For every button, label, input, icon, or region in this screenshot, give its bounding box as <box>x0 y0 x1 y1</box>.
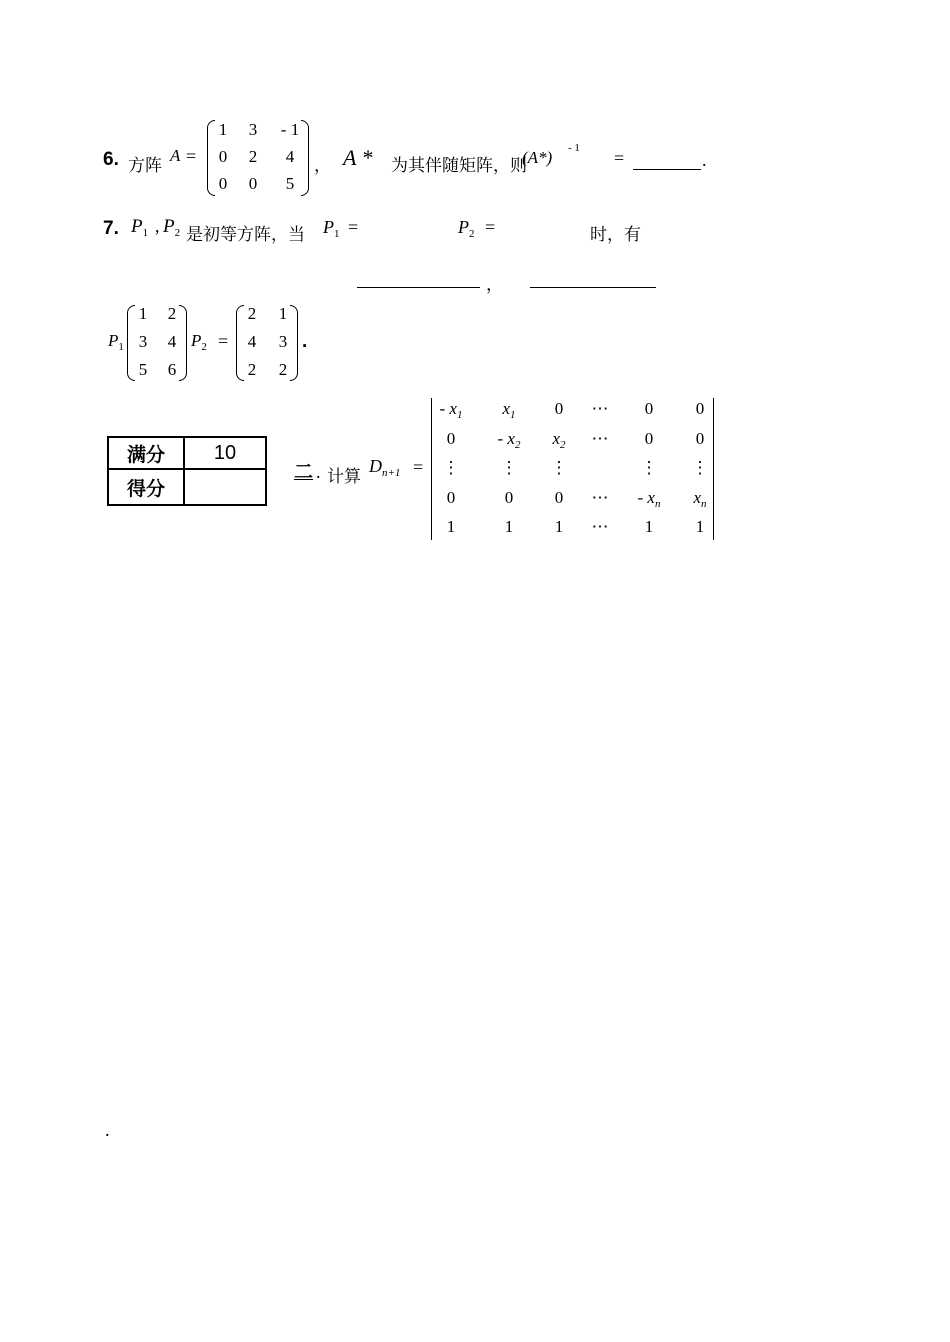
footer-dot: . <box>105 1120 110 1140</box>
determinant-cell: 0 <box>644 399 654 418</box>
q7-right-matrix-cell: 2 <box>247 304 257 323</box>
q7-p2: $P_2$ <box>163 216 181 239</box>
q7-right-matrix-cell: 2 <box>278 360 288 379</box>
q7-right-matrix-cell: 2 <box>247 360 257 379</box>
determinant-cell: 1 <box>504 517 514 536</box>
q7-p2-equals: = <box>485 217 496 237</box>
determinant-cell: 1 <box>446 517 456 536</box>
q6-equals: = <box>186 146 197 166</box>
determinant-cell: 0 <box>695 399 705 418</box>
q7-left-matrix-cell: 5 <box>138 360 148 379</box>
q6-var-a: A <box>170 146 181 165</box>
q7-left-matrix-cell: 4 <box>167 332 177 351</box>
q7-text-1: 是初等方阵，当 <box>186 225 305 245</box>
q6-number: 6. <box>103 149 119 170</box>
q6-matrix-cell: 0 <box>248 174 258 193</box>
determinant-cell: - $x_2$ <box>497 429 521 451</box>
determinant-cell: ⋯ <box>591 517 609 536</box>
q6-equals-2: = <box>614 148 625 168</box>
determinant-cell: 0 <box>695 429 705 448</box>
determinant-cell: 1 <box>695 517 705 536</box>
section-2-number: 二 <box>294 461 314 483</box>
q7-p1: $P_1$ <box>131 216 149 239</box>
determinant-cell: 0 <box>644 429 654 448</box>
q6-matrix-cell: 0 <box>218 147 228 166</box>
determinant-cell: $x_2$ <box>552 429 566 451</box>
q7-p2-cond: $P_2$ <box>458 217 475 240</box>
full-score-label: 满分 <box>108 437 184 469</box>
q7-right-matrix-cell: 1 <box>278 304 288 323</box>
q6-matrix-cell: - 1 <box>280 120 300 139</box>
section-2-dot: . <box>316 462 321 482</box>
determinant-cell: 1 <box>644 517 654 536</box>
q6-adjoint: A * <box>343 145 373 170</box>
q6-matrix-cell: 2 <box>248 147 258 166</box>
determinant-cell: 0 <box>554 488 564 507</box>
q7-p2-answer-blank[interactable] <box>530 287 656 288</box>
determinant-cell: $x_1$ <box>502 399 516 421</box>
q6-matrix-cell: 4 <box>285 147 295 166</box>
full-score-value: 10 <box>184 437 266 469</box>
q7-left-matrix-cell: 2 <box>167 304 177 323</box>
determinant-cell: ⋯ <box>591 399 609 418</box>
determinant-cell: ⋯ <box>591 429 609 448</box>
determinant-cell: 0 <box>504 488 514 507</box>
q6-answer-blank[interactable] <box>633 169 701 170</box>
q6-inverse-base: (A*) <box>522 148 553 167</box>
q7-p1-answer-blank[interactable] <box>357 287 480 288</box>
q6-matrix-cell: 5 <box>285 174 295 193</box>
q7-right-matrix-cell: 3 <box>278 332 288 351</box>
q7-eq-p1: $P_1$ <box>108 331 124 353</box>
score-table <box>107 436 267 506</box>
q6-matrix-cell: 3 <box>248 120 258 139</box>
determinant-cell: - $x_1$ <box>439 399 463 421</box>
q6-matrix-cell: 0 <box>218 174 228 193</box>
q6-end: . <box>702 150 707 170</box>
score-value-field[interactable] <box>184 469 266 505</box>
determinant-cell: $x_n$ <box>693 488 707 510</box>
q7-left-matrix-cell: 1 <box>138 304 148 323</box>
determinant-cell: ⋮ <box>500 458 518 477</box>
q7-end: . <box>302 331 308 352</box>
q7-left-matrix-cell: 3 <box>138 332 148 351</box>
q7-p1-cond: $P_1$ <box>323 217 340 240</box>
q7-eq-p2: $P_2$ <box>191 331 207 353</box>
q7-separator: , <box>155 216 160 236</box>
determinant-cell: ⋮ <box>691 458 709 477</box>
section-2-d: $D_{n+1}$ <box>369 456 401 479</box>
determinant-cell: 0 <box>554 399 564 418</box>
determinant-cell: ⋯ <box>591 488 609 507</box>
q7-eq-equals: = <box>218 331 229 351</box>
section-2-text: 计算 <box>327 467 361 487</box>
q7-p1-equals: = <box>348 217 359 237</box>
q7-text-2: 时，有 <box>590 225 641 245</box>
determinant-cell: 0 <box>446 488 456 507</box>
determinant-cell: 0 <box>446 429 456 448</box>
q6-text-1: 方阵 <box>128 156 162 176</box>
q7-number: 7. <box>103 218 119 239</box>
determinant-cell: ⋮ <box>640 458 658 477</box>
determinant-cell: - $x_n$ <box>637 488 661 510</box>
determinant-cell: 1 <box>554 517 564 536</box>
score-label: 得分 <box>108 469 184 505</box>
q6-comma: ， <box>314 156 331 176</box>
determinant-cell: ⋮ <box>550 458 568 477</box>
q6-matrix-cell: 1 <box>218 120 228 139</box>
determinant-cell: ⋮ <box>442 458 460 477</box>
q7-left-matrix-cell: 6 <box>167 360 177 379</box>
q6-text-2: 为其伴随矩阵，则 <box>391 156 527 176</box>
section-2-equals: = <box>413 457 424 477</box>
q7-comma: ， <box>486 275 503 295</box>
q7-right-matrix-cell: 4 <box>247 332 257 351</box>
q6-inverse-exp: - 1 <box>568 142 580 154</box>
